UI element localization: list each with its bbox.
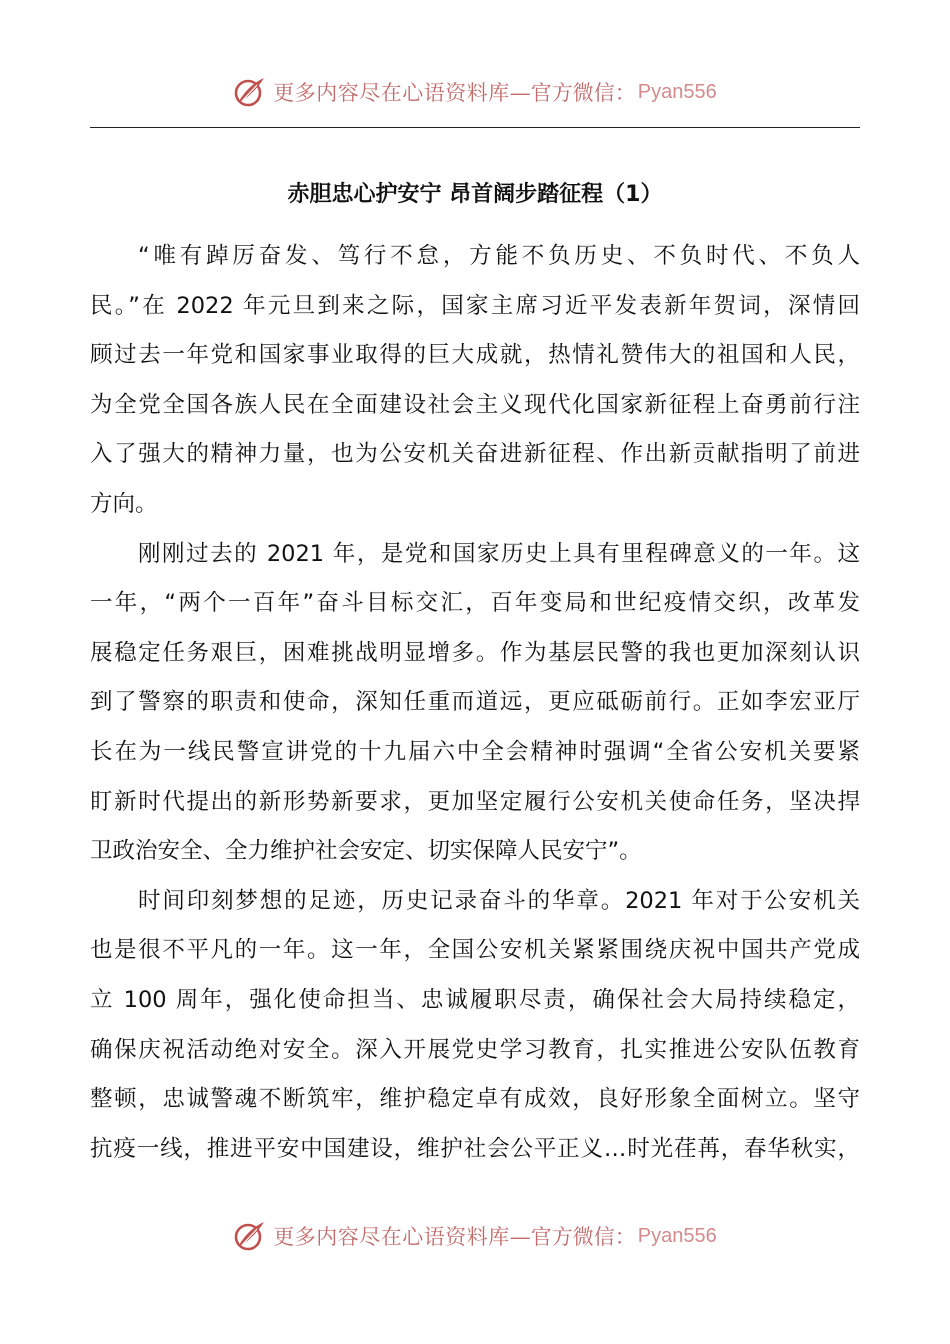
- footer-banner: [0, 1216, 950, 1256]
- text-line: 整顿，忠诚警魂不断筑牢，维护稳定卓有成效，良好形象全面树立。坚守: [90, 1086, 860, 1113]
- text-line: 立 100 周年，强化使命担当、忠诚履职尽责，确保社会大局持续稳定，: [90, 986, 860, 1013]
- paragraph-1: [90, 232, 860, 530]
- text-line: 抗疫一线，推进平安中国建设，维护社会公平正义…时光荏苒，春华秋实，: [90, 1135, 860, 1162]
- banner-text: 更多内容尽在心语资料库: [273, 1225, 510, 1249]
- text-line: 顾过去一年党和国家事业取得的巨大成就，热情礼赞伟大的祖国和人民，: [90, 342, 860, 369]
- header-banner: [0, 72, 950, 112]
- quill-pen-logo-icon: [233, 1219, 267, 1253]
- text-line: 到了警察的职责和使命，深知任重而道远，更应砥砺前行。正如李宏亚厅: [90, 689, 860, 716]
- paragraph-3: [90, 877, 860, 1175]
- banner-text: 更多内容尽在心语资料库: [273, 81, 510, 105]
- header-divider: [90, 127, 860, 128]
- text-line: 刚刚过去的 2021 年，是党和国家历史上具有里程碑意义的一年。这: [138, 540, 860, 567]
- paragraph-2: [90, 530, 860, 877]
- banner-dash-label: —官方微信：: [509, 1225, 636, 1249]
- quill-pen-logo-icon: [233, 75, 267, 109]
- text-line: 长在为一线民警宣讲党的十九届六中全会精神时强调“全省公安机关要紧: [90, 738, 860, 765]
- text-line: 确保庆祝活动绝对安全。深入开展党史学习教育，扎实推进公安队伍教育: [90, 1036, 860, 1063]
- banner-wechat-id: Pyan556: [637, 80, 717, 103]
- text-line: 卫政治安全、全力维护社会安定、切实保障人民安宁”。: [90, 838, 642, 865]
- text-line: 为全党全国各族人民在全面建设社会主义现代化国家新征程上奋勇前行注: [90, 391, 860, 418]
- document-title: 赤胆忠心护安宁 昂首阔步踏征程（1）: [287, 182, 663, 207]
- document-body: [90, 232, 860, 1174]
- text-line: 民。”在 2022 年元旦到来之际，国家主席习近平发表新年贺词，深情回: [90, 292, 860, 319]
- text-line: “唯有踔厉奋发、笃行不怠，方能不负历史、不负时代、不负人: [138, 243, 860, 269]
- text-line: 展稳定任务艰巨，困难挑战明显增多。作为基层民警的我也更加深刻认识: [90, 639, 860, 666]
- text-line: 一年，“两个一百年”奋斗目标交汇，百年变局和世纪疫情交织，改革发: [90, 590, 860, 617]
- text-line: 也是很不平凡的一年。这一年，全国公安机关紧紧围绕庆祝中国共产党成: [90, 937, 860, 964]
- text-line: 入了强大的精神力量，也为公安机关奋进新征程、作出新贡献指明了前进: [90, 441, 860, 468]
- text-line: 时间印刻梦想的足迹，历史记录奋斗的华章。2021 年对于公安机关: [138, 887, 860, 914]
- text-line: 盯新时代提出的新形势新要求，更加坚定履行公安机关使命任务，坚决捍: [90, 788, 860, 815]
- banner-dash-label: —官方微信：: [509, 81, 636, 105]
- banner-wechat-id: Pyan556: [637, 1224, 717, 1247]
- text-line: 方向。: [90, 490, 158, 517]
